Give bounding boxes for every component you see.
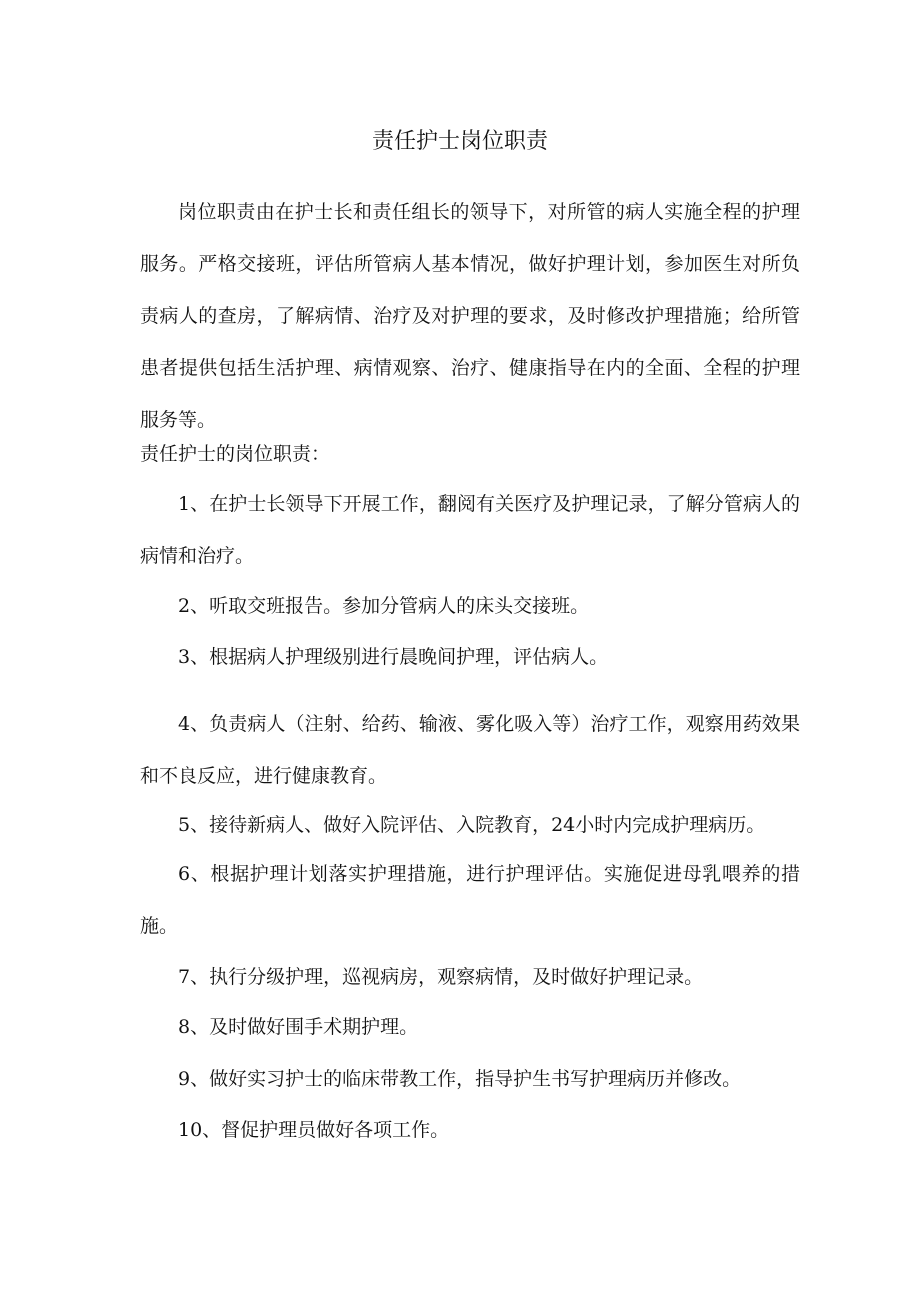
duty-item-4: 4、负责病人（注射、给药、输液、雾化吸入等）治疗工作，观察用药效果和不良反应，进行健康教育。 bbox=[140, 713, 800, 787]
duty-item-1: 1、在护士长领导下开展工作，翻阅有关医疗及护理记录，了解分管病人的病情和治疗。 bbox=[140, 493, 800, 567]
intro-paragraph: 岗位职责由在护士长和责任组长的领导下，对所管的病人实施全程的护理服务。严格交接班，评估所管病人基本情况，做好护理计划，参加医生对所负责病人的查房，了解病情、治疗及对护理的要求，及时修改护理措施；给所管患者提供包括生活护理、病情观察、治疗、健康指导在内的全面、全程的护理服务等。 bbox=[140, 201, 800, 431]
duty-item-5: 5、接待新病人、做好入院评估、入院教育，24小时内完成护理病历。 bbox=[178, 814, 766, 836]
section-heading: 责任护士的岗位职责： bbox=[140, 443, 331, 465]
duty-item-10: 10、督促护理员做好各项工作。 bbox=[178, 1119, 450, 1141]
duty-item-2: 2、听取交班报告。参加分管病人的床头交接班。 bbox=[178, 595, 590, 617]
duty-item-8: 8、及时做好围手术期护理。 bbox=[178, 1016, 419, 1038]
duty-item-7: 7、执行分级护理，巡视病房，观察病情，及时做好护理记录。 bbox=[178, 966, 704, 988]
duty-item-6: 6、根据护理计划落实护理措施，进行护理评估。实施促进母乳喂养的措施。 bbox=[140, 863, 800, 937]
duty-item-9: 9、做好实习护士的临床带教工作，指导护生书写护理病历并修改。 bbox=[178, 1068, 742, 1090]
duty-item-3: 3、根据病人护理级别进行晨晚间护理，评估病人。 bbox=[178, 646, 609, 668]
document-title: 责任护士岗位职责 bbox=[371, 129, 548, 154]
